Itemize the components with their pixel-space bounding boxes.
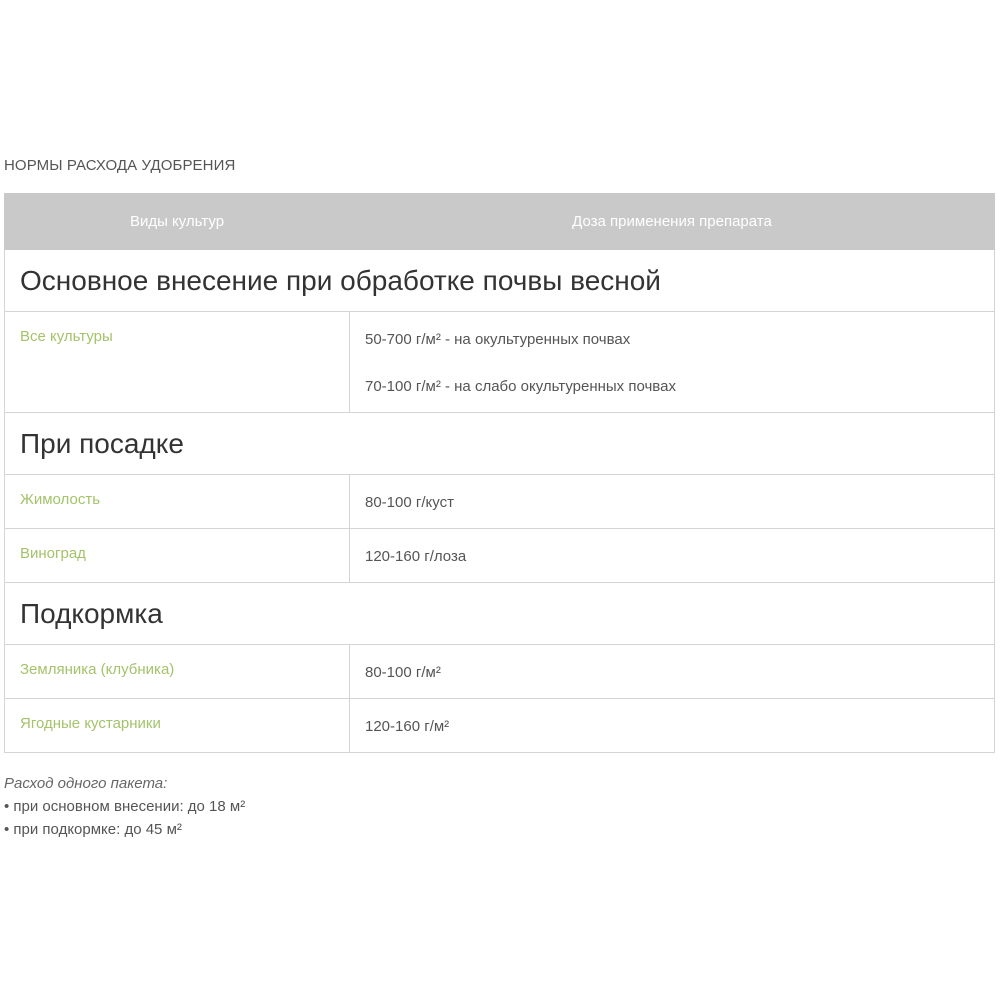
- crop-cell: [5, 699, 350, 753]
- dose-value: 120-160 г/м²: [365, 718, 450, 735]
- dose-cell: [350, 312, 995, 413]
- table-row: [5, 529, 995, 583]
- dose-cell: [350, 645, 995, 699]
- section-title: Подкормка: [5, 583, 995, 645]
- dose-value: 80-100 г/м²: [365, 664, 441, 681]
- note-item: • при подкормке: до 45 м²: [4, 821, 182, 838]
- dose-cell: [350, 529, 995, 583]
- dose-cell: [350, 699, 995, 753]
- dose-cell: [350, 475, 995, 529]
- dose-value: 70-100 г/м² - на слабо окультуренных почвах: [365, 378, 676, 395]
- column-header-crops: Виды культур: [5, 194, 350, 250]
- section-title: При посадке: [5, 413, 995, 475]
- fertilizer-rates-table: [4, 193, 995, 753]
- section-row-planting: [5, 413, 995, 475]
- package-usage-note: [4, 772, 245, 841]
- note-item: • при основном внесении: до 18 м²: [4, 798, 246, 815]
- dose-value: 50-700 г/м² - на окультуренных почвах: [365, 331, 631, 348]
- page-title: НОРМЫ РАСХОДА УДОБРЕНИЯ: [4, 157, 236, 174]
- table-header-row: [5, 194, 995, 250]
- dose-value: 80-100 г/куст: [365, 494, 454, 511]
- crop-cell: [5, 312, 350, 413]
- note-title: Расход одного пакета:: [4, 775, 168, 792]
- crop-label: Земляника (клубника): [20, 661, 175, 678]
- crop-label: Жимолость: [20, 491, 101, 508]
- crop-cell: [5, 645, 350, 699]
- crop-label: Ягодные кустарники: [20, 715, 161, 732]
- section-row-top-dressing: [5, 583, 995, 645]
- section-row-main-application: [5, 250, 995, 312]
- table-row: [5, 312, 995, 413]
- table-row: [5, 645, 995, 699]
- dose-value: 120-160 г/лоза: [365, 548, 467, 565]
- table-row: [5, 475, 995, 529]
- crop-cell: [5, 529, 350, 583]
- crop-label: Все культуры: [20, 328, 113, 345]
- crop-label: Виноград: [20, 545, 86, 562]
- table-row: [5, 699, 995, 753]
- column-header-dose: Доза применения препарата: [350, 194, 995, 250]
- section-title: Основное внесение при обработке почвы весной: [5, 250, 995, 312]
- crop-cell: [5, 475, 350, 529]
